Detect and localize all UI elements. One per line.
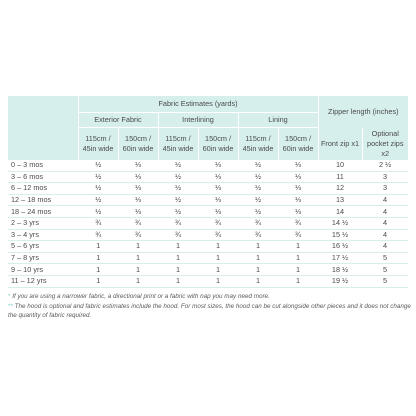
value-cell: 1 [118, 252, 158, 264]
value-cell: 1 [78, 264, 118, 276]
value-cell: ½ [78, 183, 118, 195]
value-cell: ⅓ [198, 206, 238, 218]
value-cell: 1 [78, 252, 118, 264]
value-cell: 1 [238, 241, 278, 253]
value-cell: 1 [158, 275, 198, 287]
value-cell: ½ [158, 160, 198, 171]
value-cell: 19 ½ [318, 275, 362, 287]
value-cell: ⅓ [278, 160, 318, 171]
value-cell: ½ [238, 194, 278, 206]
age-cell: 2 – 3 yrs [8, 217, 78, 229]
table-header [8, 96, 408, 160]
value-cell: ⅓ [198, 171, 238, 183]
value-cell: ½ [158, 171, 198, 183]
value-cell: 1 [278, 264, 318, 276]
footnote-mark: ** [8, 303, 13, 310]
age-cell: 11 – 12 yrs [8, 275, 78, 287]
value-cell: ⅓ [278, 194, 318, 206]
zipper-length-header: Zipper length (inches) [318, 96, 408, 128]
value-cell: ½ [238, 206, 278, 218]
fabric-estimates-header: Fabric Estimates (yards) [78, 96, 318, 113]
table-row [8, 160, 408, 171]
value-cell: ½ [238, 183, 278, 195]
value-cell: ⅓ [118, 206, 158, 218]
value-cell: ½ [158, 206, 198, 218]
value-cell: ½ [78, 194, 118, 206]
value-cell: 4 [362, 229, 408, 241]
value-cell: 1 [78, 275, 118, 287]
value-cell: 1 [158, 241, 198, 253]
value-cell: 5 [362, 252, 408, 264]
value-cell: 5 [362, 275, 408, 287]
value-cell: 2 ½ [362, 160, 408, 171]
value-cell: ½ [238, 171, 278, 183]
age-cell: 6 – 12 mos [8, 183, 78, 195]
table-row [8, 194, 408, 206]
footnote-mark: * [8, 293, 11, 300]
value-cell: ¾ [78, 217, 118, 229]
table-row [8, 217, 408, 229]
value-cell: 4 [362, 217, 408, 229]
lining-header: Lining [238, 113, 318, 128]
value-cell: 1 [118, 264, 158, 276]
value-cell: 1 [278, 241, 318, 253]
table-row [8, 252, 408, 264]
table-row [8, 229, 408, 241]
value-cell: ⅓ [118, 183, 158, 195]
value-cell: ¾ [118, 217, 158, 229]
table-body [8, 160, 408, 287]
value-cell: 1 [118, 275, 158, 287]
sizing-table-container [8, 96, 408, 288]
value-cell: 3 [362, 171, 408, 183]
value-cell: 10 [318, 160, 362, 171]
value-cell: 14 ½ [318, 217, 362, 229]
value-cell: ¾ [198, 229, 238, 241]
col-header: 150cm / 60in wide [278, 128, 318, 161]
age-cell: 0 – 3 mos [8, 160, 78, 171]
value-cell: ½ [158, 194, 198, 206]
value-cell: 4 [362, 241, 408, 253]
age-cell: 12 – 18 mos [8, 194, 78, 206]
value-cell: ¾ [238, 217, 278, 229]
age-cell: 3 – 6 mos [8, 171, 78, 183]
value-cell: ⅓ [198, 183, 238, 195]
value-cell: 1 [198, 275, 238, 287]
value-cell: ½ [78, 206, 118, 218]
value-cell: ⅓ [118, 160, 158, 171]
col-header: 115cm / 45in wide [158, 128, 198, 161]
footnote-1 [8, 292, 412, 301]
table-row [8, 171, 408, 183]
table-row [8, 183, 408, 195]
value-cell: ½ [78, 171, 118, 183]
value-cell: ⅓ [198, 194, 238, 206]
exterior-fabric-header: Exterior Fabric [78, 113, 158, 128]
value-cell: 1 [78, 241, 118, 253]
value-cell: ⅓ [198, 160, 238, 171]
value-cell: 11 [318, 171, 362, 183]
value-cell: 18 ½ [318, 264, 362, 276]
value-cell: 1 [238, 252, 278, 264]
value-cell: 1 [158, 264, 198, 276]
value-cell: ¾ [158, 229, 198, 241]
value-cell: 12 [318, 183, 362, 195]
value-cell: ¾ [278, 217, 318, 229]
value-cell: ½ [158, 183, 198, 195]
footnotes [8, 292, 412, 321]
value-cell: ¾ [198, 217, 238, 229]
value-cell: 1 [198, 252, 238, 264]
value-cell: ¾ [78, 229, 118, 241]
value-cell: ½ [238, 160, 278, 171]
value-cell: 3 [362, 183, 408, 195]
col-header: 150cm / 60in wide [118, 128, 158, 161]
value-cell: ¾ [158, 217, 198, 229]
age-cell: 3 – 4 yrs [8, 229, 78, 241]
table-row [8, 264, 408, 276]
table-row [8, 241, 408, 253]
value-cell: ½ [78, 160, 118, 171]
value-cell: 15 ½ [318, 229, 362, 241]
col-header: 115cm / 45in wide [238, 128, 278, 161]
value-cell: 13 [318, 194, 362, 206]
value-cell: 1 [278, 252, 318, 264]
fabric-estimates-table [8, 96, 408, 288]
value-cell: ⅓ [278, 206, 318, 218]
value-cell: ¾ [118, 229, 158, 241]
value-cell: 1 [198, 264, 238, 276]
table-row [8, 275, 408, 287]
age-header-cell [8, 96, 78, 160]
table-row [8, 206, 408, 218]
age-cell: 7 – 8 yrs [8, 252, 78, 264]
footnote-2 [8, 302, 412, 320]
value-cell: 16 ½ [318, 241, 362, 253]
age-cell: 9 – 10 yrs [8, 264, 78, 276]
value-cell: 5 [362, 264, 408, 276]
value-cell: 1 [158, 252, 198, 264]
col-header: Front zip x1 [318, 128, 362, 161]
value-cell: ⅓ [278, 183, 318, 195]
value-cell: 1 [118, 241, 158, 253]
value-cell: ¾ [238, 229, 278, 241]
col-header: Optional pocket zips x2 [362, 128, 408, 161]
age-cell: 18 – 24 mos [8, 206, 78, 218]
value-cell: ⅓ [118, 194, 158, 206]
value-cell: 4 [362, 206, 408, 218]
value-cell: ⅓ [278, 171, 318, 183]
value-cell: 1 [238, 275, 278, 287]
value-cell: ⅓ [118, 171, 158, 183]
value-cell: 1 [198, 241, 238, 253]
value-cell: 17 ½ [318, 252, 362, 264]
value-cell: 14 [318, 206, 362, 218]
value-cell: 4 [362, 194, 408, 206]
footnote-text: If you are using a narrower fabric, a directional print or a fabric with nap you may need more. [12, 293, 270, 300]
interlining-header: Interlining [158, 113, 238, 128]
col-header: 150cm / 60in wide [198, 128, 238, 161]
col-header: 115cm / 45in wide [78, 128, 118, 161]
age-cell: 5 – 6 yrs [8, 241, 78, 253]
value-cell: 1 [238, 264, 278, 276]
value-cell: 1 [278, 275, 318, 287]
value-cell: ¾ [278, 229, 318, 241]
footnote-text: The hood is optional and fabric estimates include the hood. For most sizes, the hood can be cut alongside other pieces and it does not change the quantity of fabric required. [8, 303, 411, 319]
